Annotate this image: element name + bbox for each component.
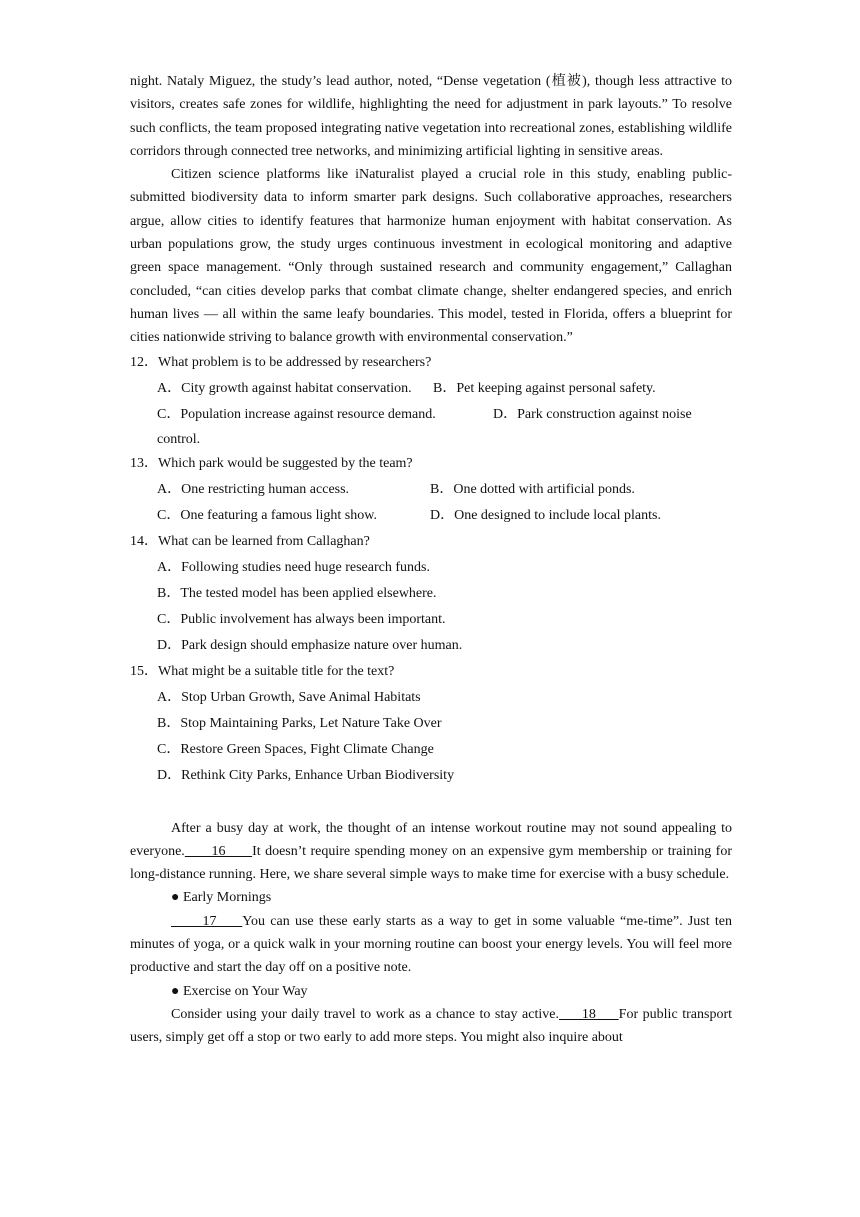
passage2-intro	[130, 817, 732, 887]
option-c: C．Public involvement has always been important.	[157, 611, 446, 627]
section-spacer	[130, 789, 732, 817]
option-row	[130, 503, 732, 529]
heading-exercise-on-your-way: ● Exercise on Your Way	[171, 983, 308, 999]
option-c: C．Population increase against resource demand.	[157, 406, 436, 422]
question-13	[130, 451, 732, 529]
question-stem: 13．Which park would be suggested by the team?	[130, 455, 413, 471]
passage1-paragraph-1: night. Nataly Miguez, the study’s lead author, noted, “Dense vegetation (植被), though less attractive to visitors, creates safe zones for wildlife, highlighting the need for adjustment in park layouts.” To resolve such conflicts, the team proposed integrating native vegetation into recreational zones, establishing wildlife corridors through connected tree networks, and minimizing artificial lighting in sensitive areas.	[130, 74, 732, 159]
option-d: D．One designed to include local plants.	[430, 507, 661, 523]
question-stem: 14．What can be learned from Callaghan?	[130, 533, 370, 549]
passage2-mornings	[130, 910, 732, 980]
option-c: C．Restore Green Spaces, Fight Climate Change	[157, 741, 434, 757]
blank-17[interactable]: 17	[171, 913, 243, 929]
intro-text-continued: It doesn’t require spending money on an expensive gym membership or training for long-distance running. Here, we share several simple ways to make time for exercise with a busy schedule.	[130, 843, 732, 883]
passage2-way	[130, 1003, 732, 1050]
heading-early-mornings: ● Early Mornings	[171, 890, 272, 906]
way-text: Consider using your daily travel to work as a chance to stay active.	[171, 1006, 559, 1022]
option-a: A．Following studies need huge research funds.	[157, 559, 430, 575]
question-14	[130, 529, 732, 659]
way-text-continued: For public transport users, simply get off a stop or two early to add more steps. You might also inquire about	[130, 1006, 732, 1046]
option-c: C．One featuring a famous light show.	[157, 507, 377, 523]
question-stem: 12．What problem is to be addressed by researchers?	[130, 354, 432, 370]
option-b: B．Stop Maintaining Parks, Let Nature Take Over	[157, 715, 442, 731]
blank-18[interactable]: 18	[558, 1006, 619, 1022]
mornings-text: You can use these early starts as a way to get in some valuable “me-time”. Just ten minutes of yoga, or a quick walk in your morning routine can boost your energy levels. You will feel more productive and start the day off on a positive note.	[130, 913, 732, 976]
document-page	[130, 70, 732, 1050]
option-row	[130, 402, 732, 428]
passage1-paragraph-2: Citizen science platforms like iNaturalist played a crucial role in this study, enabling public-submitted biodiversity data to inform smarter park designs. Such collaborative approaches, researchers argue, allow cities to identify features that harmonize human enjoyment with habitat conservation. As urban populations grow, the study urges continuous investment in ecological monitoring and adaptive green space management. “Only through sustained research and community engagement,” Callaghan concluded, “can cities develop parks that combat climate change, shelter endangered species, and enrich human lives — all within the same leafy boundaries. This model, tested in Florida, offers a blueprint for cities nationwide striving to balance growth with environmental conservation.”	[130, 167, 732, 346]
option-row	[130, 477, 732, 503]
option-row	[130, 376, 732, 402]
option-a: A．One restricting human access.	[157, 481, 350, 497]
option-d: D．Rethink City Parks, Enhance Urban Biodiversity	[157, 767, 455, 783]
question-12	[130, 350, 732, 451]
option-b: B．The tested model has been applied elsewhere.	[157, 585, 437, 601]
blank-16[interactable]: 16	[184, 843, 253, 859]
option-a: A．Stop Urban Growth, Save Animal Habitats	[157, 689, 421, 705]
intro-text: After a busy day at work, the thought of an intense workout routine may not sound appealing to everyone.	[130, 820, 732, 859]
option-d: D．Park construction against noise	[493, 406, 692, 422]
option-a: A．City growth against habitat conservation.	[157, 380, 412, 396]
question-15	[130, 659, 732, 789]
option-b: B．Pet keeping against personal safety.	[433, 380, 656, 396]
option-b: B．One dotted with artificial ponds.	[430, 481, 635, 497]
question-stem: 15．What might be a suitable title for the text?	[130, 663, 395, 679]
option-d-continued: control.	[157, 431, 201, 447]
option-d: D．Park design should emphasize nature over human.	[157, 637, 463, 653]
